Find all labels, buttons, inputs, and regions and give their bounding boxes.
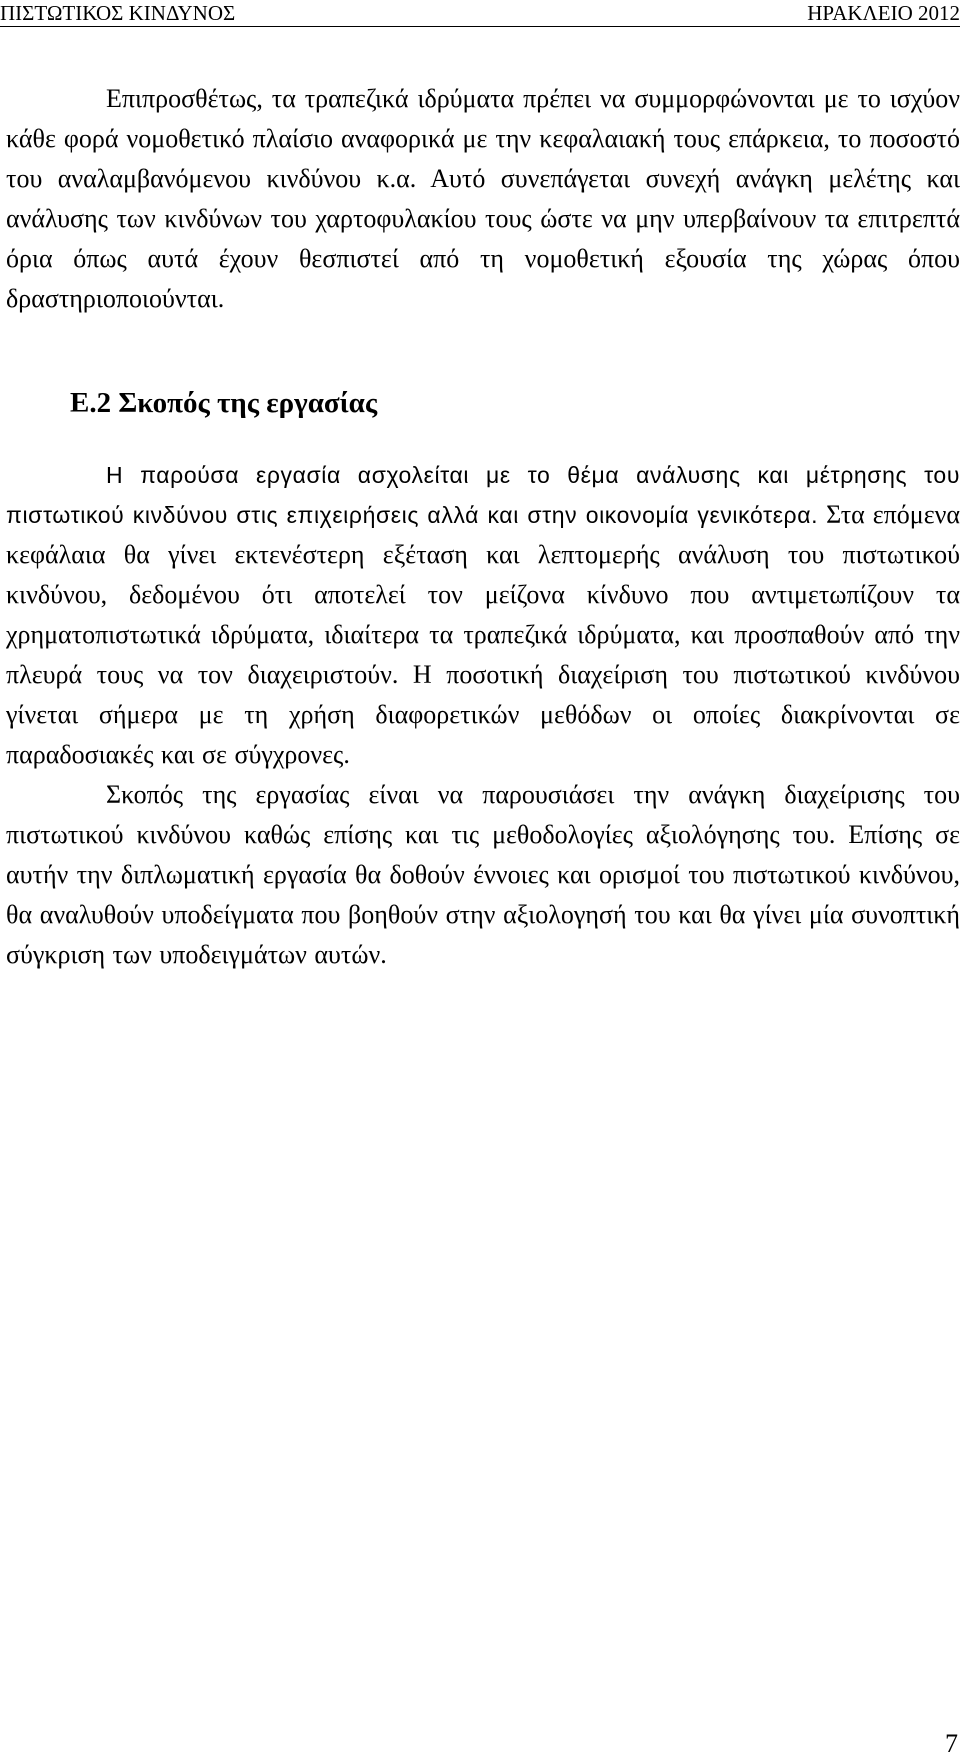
section-heading: Ε.2 Σκοπός της εργασίας <box>70 387 378 419</box>
paragraph-capital-adequacy: Επιπροσθέτως, τα τραπεζικά ιδρύματα πρέπει να συμμορφώνονται με το ισχύον κάθε φορά νομοθετικό πλαίσιο αναφορικά με την κεφαλαιακή τους επάρκεια, το ποσοστό του αναλαμβανόμενου κινδύνου κ.α. Αυτό συνεπάγεται συνεχή ανάγκη μελέτης και ανάλυσης των κινδύνων του χαρτοφυλακίου τους ώστε να μην υπερβαίνουν τα επιτρεπτά όρια όπως αυτά έχουν θεσπιστεί από τη νομοθετική εξουσία της χώρας όπου δραστηριοποιούνται. <box>6 84 960 313</box>
paragraph-purpose-intro <box>6 455 960 775</box>
paragraph-purpose-goal: Σκοπός της εργασίας είναι να παρουσιάσει την ανάγκη διαχείρισης του πιστωτικού κινδύνου καθώς επίσης και τις μεθοδολογίες αξιολόγησης του. Επίσης σε αυτήν την διπλωματική εργασία θα δοθούν έννοιες και ορισμοί του πιστωτικού κινδύνου, θα αναλυθούν υποδείγματα που βοηθούν στην αξιολογησή του και θα γίνει μία συνοπτική σύγκριση των υποδειγμάτων αυτών. <box>6 780 960 969</box>
page-number: 7 <box>945 1729 958 1758</box>
header-title: ΠΙΣΤΩΤΙΚΟΣ ΚΙΝΔΥΝΟΣ <box>0 1 236 25</box>
document-body <box>6 79 960 975</box>
paragraph-purpose-intro-serif: Στα επόμενα κεφάλαια θα γίνει εκτενέστερη εξέταση και λεπτομερής ανάλυση του πιστωτικού κινδύνου, δεδομένου ότι αποτελεί τον μείζονα κίνδυνο που αντιμετωπίζουν τα χρηματοπιστωτικά ιδρύματα, ιδιαίτερα τα τραπεζικά ιδρύματα, και προσπαθούν από την πλευρά τους να τον διαχειριστούν. Η ποσοτική διαχείριση του πιστωτικού κινδύνου γίνεται σήμερα με τη χρήση διαφορετικών μεθόδων οι οποίες διακρίνονται σε παραδοσιακές και σε σύγχρονες. <box>6 500 960 769</box>
header-rule <box>0 26 960 27</box>
page-header <box>0 0 960 26</box>
header-location-year: ΗΡΑΚΛΕΙΟ 2012 <box>807 1 960 25</box>
paragraph-purpose-intro-sans: Η παρούσα εργασία ασχολείται με το θέμα ανάλυσης και μέτρησης του πιστωτικού κινδύνου στις επιχειρήσεις αλλά και στην οικονομία γενικότερα. <box>6 462 960 528</box>
